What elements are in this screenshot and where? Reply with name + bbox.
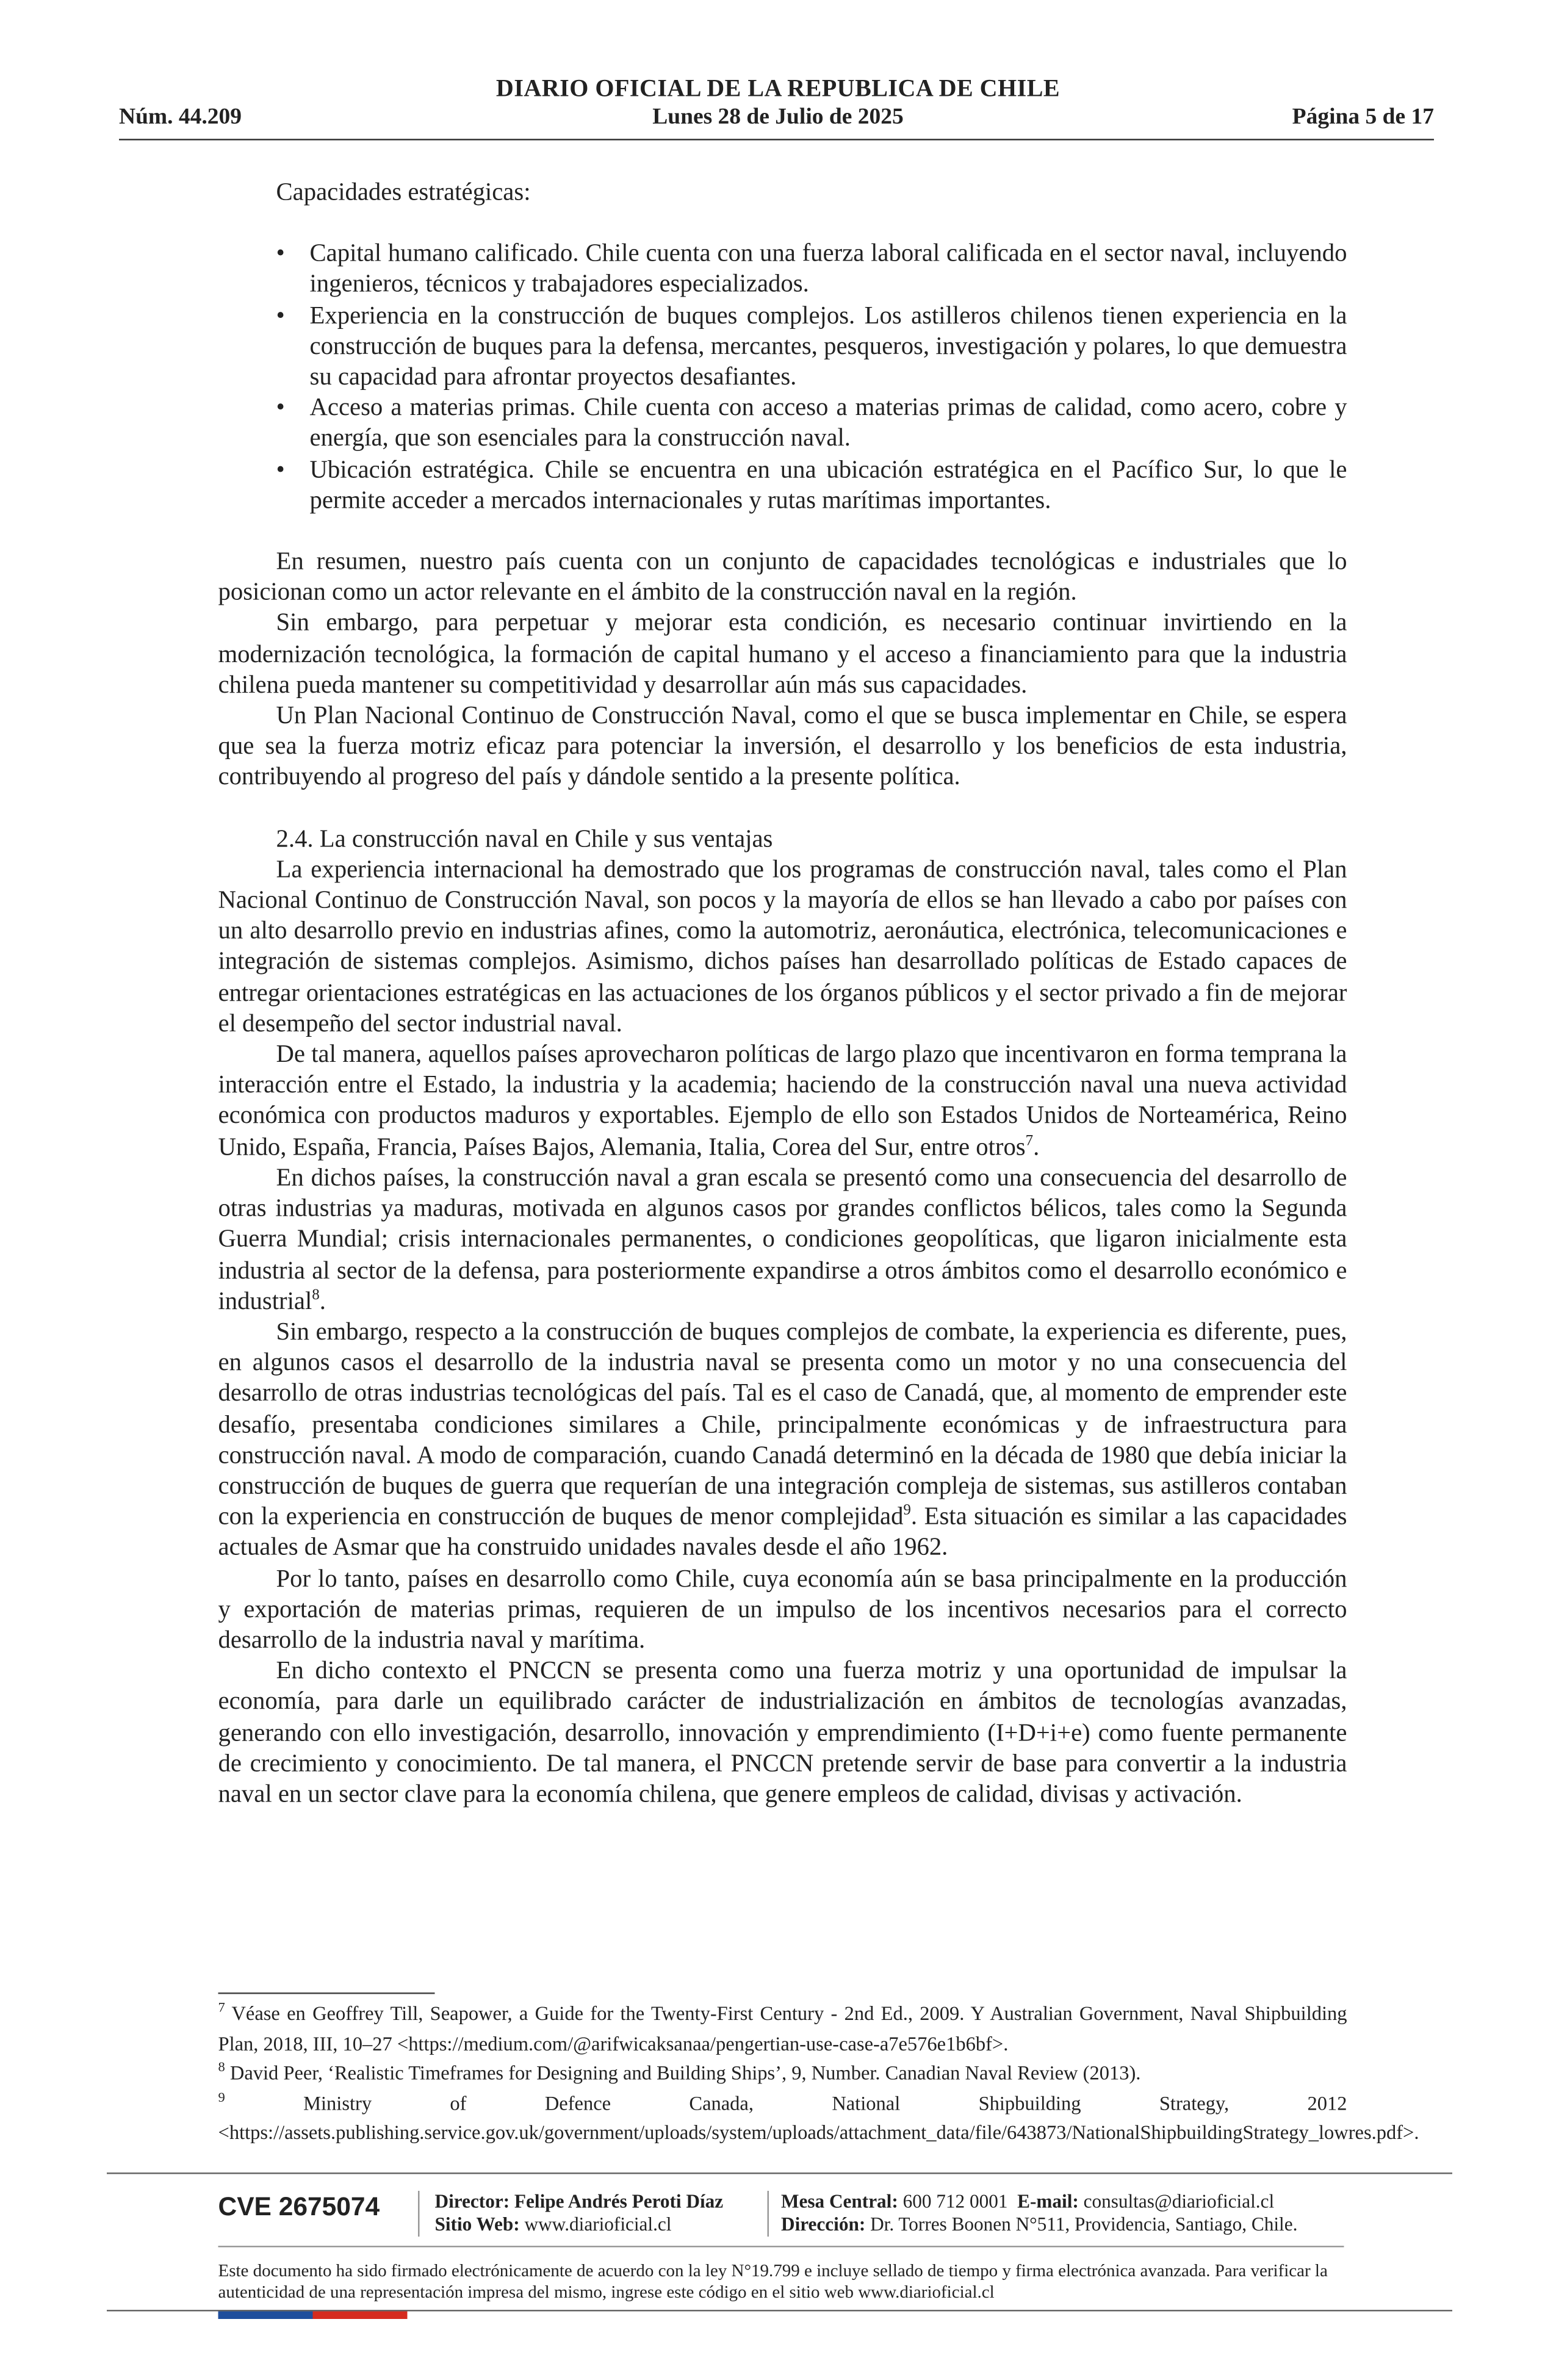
capabilities-list — [218, 239, 1347, 516]
website-link[interactable]: www.diarioficial.cl — [524, 2213, 672, 2235]
list-item: • Capital humano calificado. Chile cuenta con una fuerza laboral calificada en el sector naval, incluyendo ingenieros, técnicos y trabajadores especializados. — [276, 239, 1347, 300]
paragraph: Sin embargo, para perpetuar y mejorar esta condición, es necesario continuar invirtiendo en la modernización tecnológica, la formación de capital humano y el acceso a financiamiento para que la industria chilena pueda mantener su competitividad y desarrollar aún más sus capacidades. — [218, 608, 1347, 699]
paragraph: En dicho contexto el PNCCN se presenta como una fuerza motriz y una oportunidad de impulsar la economía, para darle un equilibrado carácter de industrialización en ámbitos de tecnologías avanzadas, generando con ello investigación, desarrollo, innovación y emprendimiento (I+D+i+e) como fuente permanente de crecimiento y conocimiento. De tal manera, el PNCCN pretende servir de base para convertir a la industria naval en un sector clave para la economía chilena, que genere empleos de calidad, divisas y activación. — [218, 1655, 1347, 1808]
gazette-title: DIARIO OFICIAL DE LA REPUBLICA DE CHILE — [495, 76, 1061, 103]
legal-notice: Este documento ha sido firmado electrónicamente de acuerdo con la ley N°19.799 e incluye sellado de tiempo y firma electrónica avanzada. Para verificar la autenticidad de una representación impresa del mismo, ingrese este código en el sitio web www.diarioficial.cl — [218, 2261, 1328, 2302]
phone-number: 600 712 0001 — [902, 2191, 1008, 2212]
flag-stripe-blue — [218, 2312, 313, 2320]
footer-director-block: Director: Felipe Andrés Peroti Díaz Sitio Web: www.diarioficial.cl — [434, 2191, 724, 2235]
subsection-title: 2.4. La construcción naval en Chile y sus ventajas — [276, 823, 773, 853]
email-link[interactable]: consultas@diarioficial.cl — [1083, 2191, 1275, 2212]
document-body — [218, 177, 1347, 1809]
footnote-ref: 9 — [903, 1502, 911, 1520]
footnote: $^8$ David Peer, ‘Realistic Timeframes for Designing and Building Ships’, 9, Number. Canadian Naval Review (2013). — [218, 2059, 1141, 2084]
footnote: $^9$ Ministry of Defence Canada, National Shipbuilding Strategy, 2012 <https://assets.publishing.service.gov.uk/government/uploads/system/uploads/attachment_data/file/643873/NationalShipbuildingStrategy_lowres.pdf>. — [218, 2088, 1419, 2144]
footer-contact-block: Mesa Central: 600 712 0001 E-mail: consultas@diarioficial.cl Dirección: Dr. Torres Boonen N°511, Providencia, Santiago, Chile. — [781, 2191, 1298, 2235]
paragraph: En dichos países, la construcción naval a gran escala se presentó como una consecuencia del desarrollo de otras industrias ya maduras, motivada en algunos casos por grandes conflictos bélicos, tales como la Segunda Guerra Mundial; crisis internacionales permanentes, o condiciones geopolíticas, que ligaron inicialmente esta industria al sector de la defensa, para posteriormente expandirse a otros ámbitos como el desarrollo económico e industrial$^8$. — [218, 1162, 1347, 1315]
page-indicator: Página 5 de 17 — [1292, 105, 1434, 130]
paragraph: De tal manera, aquellos países aprovecharon políticas de largo plazo que incentivaron en forma temprana la interacción entre el Estado, la industria y la academia; haciendo de la construcción naval una nueva actividad económica con productos maduros y exportables. Ejemplo de ello son Estados Unidos de Norteamérica, Reino Unido, España, Francia, Países Bajos, Alemania, Italia, Corea del Sur, entre otros$^7$. — [218, 1039, 1347, 1161]
paragraph: La experiencia internacional ha demostrado que los programas de construcción naval, tales como el Plan Nacional Continuo de Construcción Naval, son pocos y la mayoría de ellos se han llevado a cabo por países con un alto desarrollo previo en industrias afines, como la automotriz, aeronáutica, electrónica, telecomunicaciones e integración de sistemas complejos. Asimismo, dichos países han desarrollado políticas de Estado capaces de entregar orientaciones estratégicas en las actuaciones de los órganos públicos y el sector privado a fin de mejorar el desempeño del sector industrial naval. — [218, 854, 1347, 1037]
issue-number: Núm. 44.209 — [119, 105, 242, 130]
issue-date: Lunes 28 de Julio de 2025 — [652, 105, 904, 130]
director-name: Felipe Andrés Peroti Díaz — [514, 2191, 724, 2212]
footnote-ref: 7 — [1025, 1132, 1034, 1150]
footnotes — [218, 1999, 1419, 2147]
list-item: • Acceso a materias primas. Chile cuenta con acceso a materias primas de calidad, como acero, cobre y energía, que son esenciales para la construcción naval. — [276, 392, 1347, 454]
footer-divider — [107, 2173, 1452, 2174]
paragraph: Un Plan Nacional Continuo de Construcción Naval, como el que se busca implementar en Chile, se espera que sea la fuerza motriz eficaz para potenciar la inversión, el desarrollo y los beneficios de esta industria, contribuyendo al progreso del país y dándole sentido a la presente política. — [218, 700, 1347, 792]
list-item: • Experiencia en la construcción de buques complejos. Los astilleros chilenos tienen experiencia en la construcción de buques para la defensa, mercantes, pesqueros, investigación y polares, lo que demuestra su capacidad para afrontar proyectos desafiantes. — [276, 300, 1347, 393]
address: Dr. Torres Boonen N°511, Providencia, Santiago, Chile. — [870, 2213, 1298, 2235]
paragraph: En resumen, nuestro país cuenta con un conjunto de capacidades tecnológicas e industriales que lo posicionan como un actor relevante en el ámbito de la construcción naval en la región. — [218, 546, 1347, 607]
cve-code: CVE 2675074 — [218, 2192, 380, 2221]
paragraph: Por lo tanto, países en desarrollo como Chile, cuya economía aún se basa principalmente en la producción y exportación de materias primas, requieren de un impulso de los incentivos necesarios para el correcto desarrollo de la industria naval y marítima. — [218, 1563, 1347, 1654]
footnote: $^7$ Véase en Geoffrey Till, Seapower, a Guide for the Twenty-First Century - 2nd Ed., 2009. Y Australian Government, Naval Shipbuilding Plan, 2018, III, 10–27 <https://medium.com/@arifwicaksanaa/pengertian-use-case-a7e576e1b6bf>. — [218, 1999, 1347, 2055]
flag-stripe-red — [313, 2312, 408, 2320]
list-item: • Ubicación estratégica. Chile se encuentra en una ubicación estratégica en el Pacífico Sur, lo que le permite acceder a mercados internacionales y rutas marítimas importantes. — [276, 454, 1347, 516]
paragraph: Sin embargo, respecto a la construcción de buques complejos de combate, la experiencia es diferente, pues, en algunos casos el desarrollo de la industria naval se presenta como un motor y no una consecuencia del desarrollo de otras industrias tecnológicas del país. Tal es el caso de Canadá, que, al momento de emprender este desafío, presentaba condiciones similares a Chile, principalmente económicas y de infraestructura para construcción naval. A modo de comparación, cuando Canadá determinó en la década de 1980 que debía iniciar la construcción de buques de guerra que requerían de una integración compleja de sistemas, sus astilleros contaban con la experiencia en construcción de buques de menor complejidad$^9$. Esta situación es similar a las capacidades actuales de Asmar que ha construido unidades navales desde el año 1962. — [218, 1316, 1347, 1562]
footnote-divider — [218, 1992, 435, 1994]
footnote-ref: 8 — [312, 1286, 320, 1304]
header-divider — [119, 139, 1434, 141]
section-heading: Capacidades estratégicas: — [276, 177, 531, 206]
